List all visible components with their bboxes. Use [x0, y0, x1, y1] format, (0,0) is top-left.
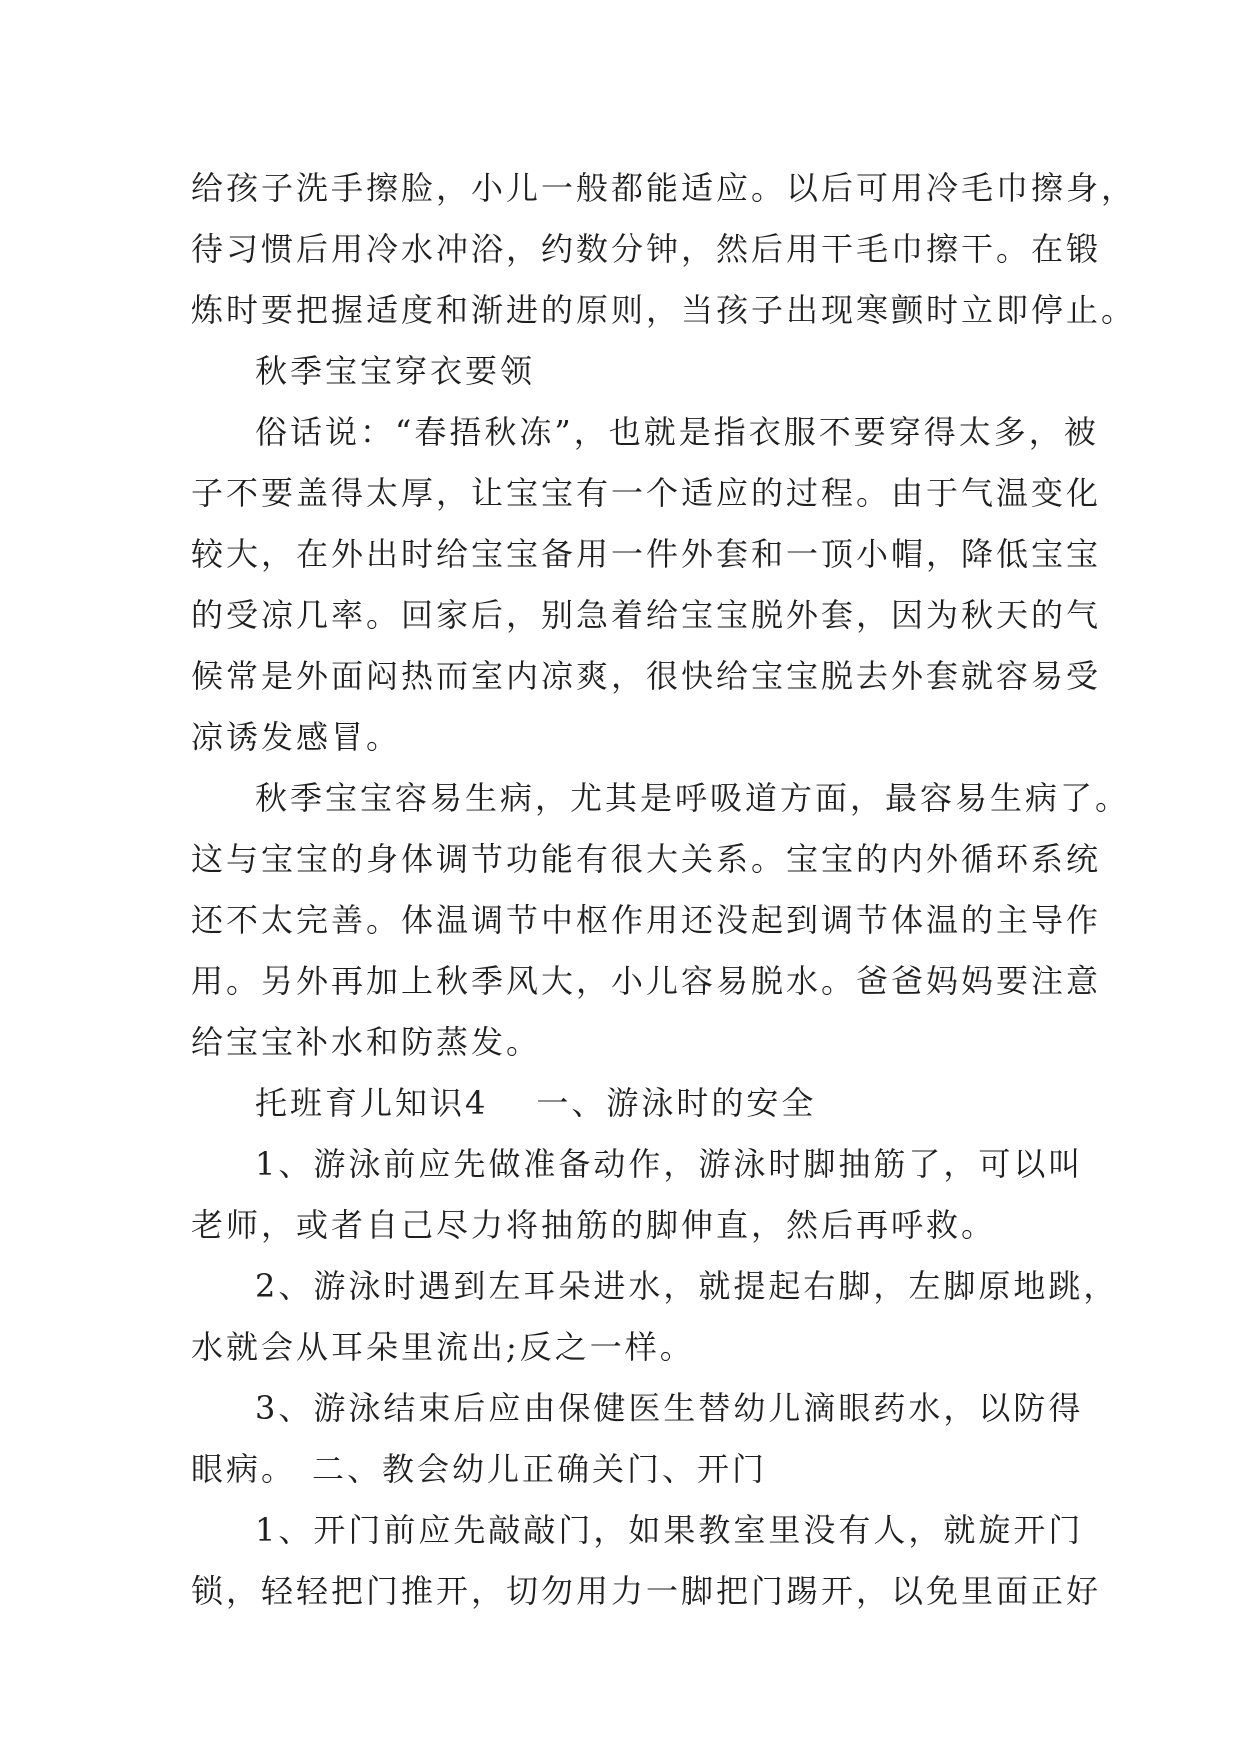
text-line: 水就会从耳朵里流出;反之一样。: [191, 1328, 695, 1366]
text-line: 秋季宝宝容易生病，尤其是呼吸道方面，最容易生病了。: [255, 779, 1131, 817]
section-heading: 秋季宝宝穿衣要领: [255, 352, 536, 390]
text-line: 2、游泳时遇到左耳朵进水，就提起右脚，左脚原地跳，: [255, 1267, 1119, 1305]
text-line: 给孩子洗手擦脸，小儿一般都能适应。以后可用冷毛巾擦身，: [191, 169, 1137, 207]
text-line: 1、游泳前应先做准备动作，游泳时脚抽筋了，可以叫: [255, 1145, 1084, 1183]
text-line: 老师，或者自己尽力将抽筋的脚伸直，然后再呼救。: [191, 1206, 997, 1244]
text-line-with-heading: [191, 1439, 1091, 1500]
document-body: [191, 158, 1137, 1622]
subsection-heading: 一、游泳时的安全: [536, 1084, 817, 1122]
text-fragment: 眼病。: [191, 1450, 297, 1488]
text-line: 的受凉几率。回家后，别急着给宝宝脱外套，因为秋天的气: [191, 596, 1102, 634]
section-heading-line: [191, 1073, 1091, 1134]
text-line: 待习惯后用冷水冲浴，约数分钟，然后用干毛巾擦干。在锻: [191, 230, 1102, 268]
text-line: 还不太完善。体温调节中枢作用还没起到调节体温的主导作: [191, 901, 1102, 939]
text-line: 锁，轻轻把门推开，切勿用力一脚把门踢开，以免里面正好: [191, 1572, 1102, 1610]
section-heading: 托班育儿知识4: [255, 1084, 489, 1122]
text-line: 炼时要把握适度和渐进的原则，当孩子出现寒颤时立即停止。: [191, 291, 1137, 329]
subsection-heading: 二、教会幼儿正确关门、开门: [312, 1450, 768, 1488]
text-line: 俗话说：“春捂秋冻”，也就是指衣服不要穿得太多，被: [255, 413, 1099, 451]
text-line: 3、游泳结束后应由保健医生替幼儿滴眼药水，以防得: [255, 1389, 1084, 1427]
text-line: 1、开门前应先敲敲门，如果教室里没有人，就旋开门: [255, 1511, 1084, 1549]
text-line: 给宝宝补水和防蒸发。: [191, 1023, 542, 1061]
text-line: 子不要盖得太厚，让宝宝有一个适应的过程。由于气温变化: [191, 474, 1102, 512]
text-line: 较大，在外出时给宝宝备用一件外套和一顶小帽，降低宝宝: [191, 535, 1102, 573]
text-line: 这与宝宝的身体调节功能有很大关系。宝宝的内外循环系统: [191, 840, 1102, 878]
text-line: 凉诱发感冒。: [191, 718, 402, 756]
text-line: 候常是外面闷热而室内凉爽，很快给宝宝脱去外套就容易受: [191, 657, 1102, 695]
text-line: 用。另外再加上秋季风大，小儿容易脱水。爸爸妈妈要注意: [191, 962, 1102, 1000]
